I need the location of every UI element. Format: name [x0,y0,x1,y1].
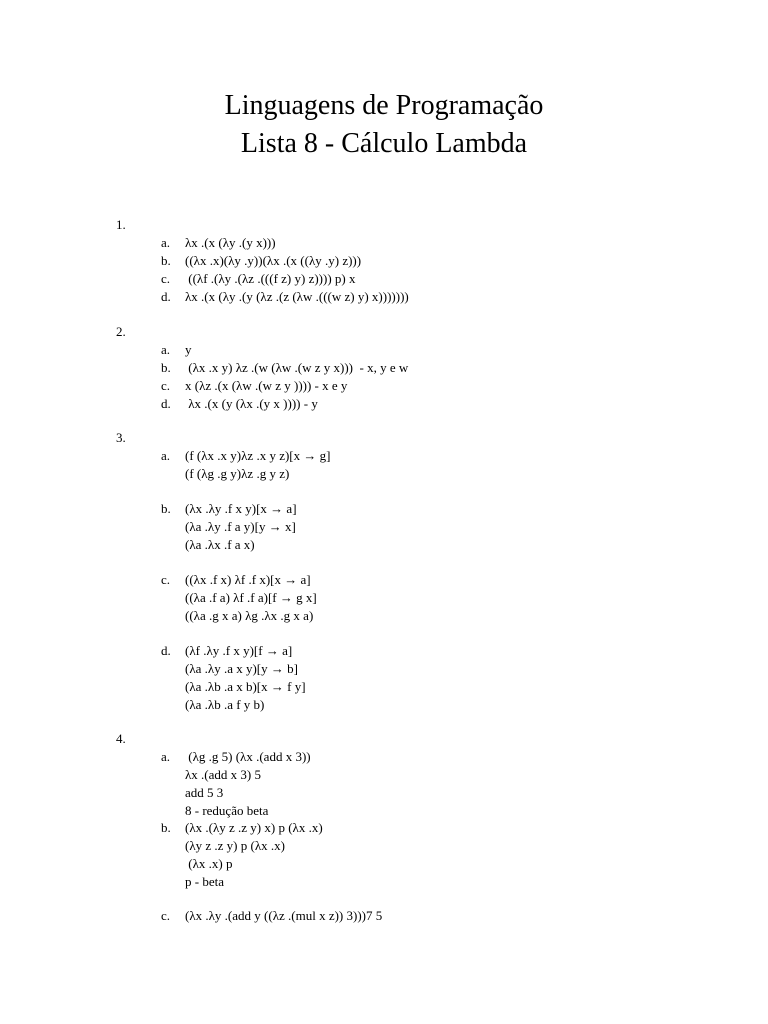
item-expression: ((λx .x)(λy .y))(λx .(x ((λy .y) z))) [185,253,362,268]
item-expression: λx .(x (λy .(y (λz .(z (λw .(((w z) y) x))))))) [185,289,409,304]
question-number: 4. [116,731,126,746]
item-letter: c. [161,572,171,587]
item-letter: c. [161,378,171,393]
item-expression: λx .(add x 3) 5 [185,767,261,782]
question-number: 1. [116,217,126,232]
item-expression: (λx .(λy z .z y) x) p (λx .x) [185,820,323,835]
item-expression: λx .(x (λy .(y x))) [185,235,276,250]
item-expression: (λa .λx .f a x) [185,537,255,552]
item-letter: a. [161,342,171,357]
item-expression: y [185,342,192,357]
item-letter: b. [161,360,171,375]
item-expression: (λf .λy .f x y)[f → a] [185,643,293,658]
item-expression: ((λa .f a) λf .f a)[f → g x] [185,590,317,605]
item-expression: (λa .λy .a x y)[y → b] [185,661,298,676]
item-expression: (λg .g 5) (λx .(add x 3)) [185,749,311,764]
item-letter: a. [161,448,171,463]
item-expression: λx .(x (y (λx .(y x )))) - y [185,396,318,411]
item-expression: x (λz .(x (λw .(w z y )))) - x e y [185,378,348,393]
item-expression: (λx .x y) λz .(w (λw .(w z y x))) - x, y e w [185,360,409,375]
item-expression: (λa .λy .f a y)[y → x] [185,519,296,534]
list-title: Lista 8 - Cálculo Lambda [240,128,528,159]
item-letter: c. [161,271,171,286]
item-expression: ((λa .g x a) λg .λx .g x a) [185,608,314,623]
item-letter: c. [161,908,171,923]
item-expression: (λy z .z y) p (λx .x) [185,838,285,853]
item-letter: b. [161,253,171,268]
item-expression: (λx .x) p [185,856,233,871]
question-number: 2. [116,324,126,339]
item-expression: p - beta [185,874,224,889]
item-expression: add 5 3 [185,785,224,800]
item-expression: (λa .λb .a x b)[x → f y] [185,679,306,694]
course-title: Linguagens de Programação [224,90,544,121]
item-expression: (λa .λb .a f y b) [185,697,265,712]
item-expression: (f (λg .g y)λz .g y z) [185,466,290,481]
item-letter: a. [161,235,171,250]
item-letter: b. [161,820,171,835]
question-number: 3. [116,430,126,445]
item-letter: b. [161,501,171,516]
item-letter: d. [161,396,171,411]
item-expression: (λx .λy .f x y)[x → a] [185,501,297,516]
item-expression: ((λx .f x) λf .f x)[x → a] [185,572,311,587]
item-letter: d. [161,289,171,304]
item-expression: ((λf .(λy .(λz .(((f z) y) z)))) p) x [185,271,356,286]
item-expression: (λx .λy .(add y ((λz .(mul x z)) 3)))7 5 [185,908,383,923]
item-expression: 8 - redução beta [185,803,269,818]
item-letter: d. [161,643,171,658]
item-expression: (f (λx .x y)λz .x y z)[x → g] [185,448,331,463]
item-letter: a. [161,749,171,764]
